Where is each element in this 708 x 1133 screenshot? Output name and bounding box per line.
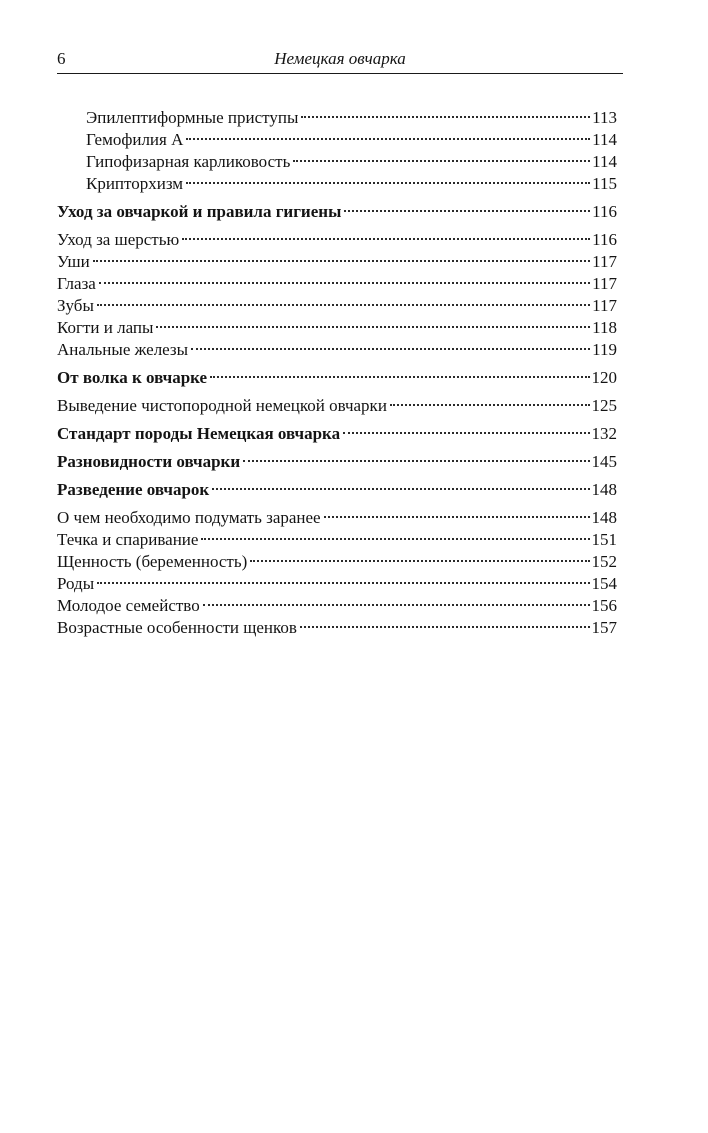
toc-dot-leader [250, 545, 589, 567]
toc-entry-page: 148 [591, 480, 617, 499]
toc-entry-title: Эпилептиформные приступы [86, 108, 299, 127]
toc-entry-page: 156 [591, 596, 617, 615]
toc-dot-leader [93, 245, 590, 267]
toc-dot-leader [344, 195, 590, 217]
toc-entry-page: 152 [591, 552, 617, 571]
toc-entry [57, 389, 617, 415]
toc-entry-page: 113 [592, 108, 617, 127]
toc-entry-title: Уход за шерстью [57, 230, 180, 249]
toc-entry-page: 117 [592, 296, 617, 315]
toc-entry [57, 417, 617, 443]
toc-entry-title: О чем необходимо подумать заранее [57, 508, 321, 527]
toc-entry-title: От волка к овчарке [57, 368, 208, 387]
toc-dot-leader [210, 361, 589, 383]
header-rule [57, 73, 623, 74]
running-title: Немецкая овчарка [274, 49, 406, 68]
toc-entry-page: 157 [591, 618, 617, 637]
toc-entry-page: 117 [592, 274, 617, 293]
toc-entry-title: Гемофилия А [86, 130, 184, 149]
toc-entry-title: Щенность (беременность) [57, 552, 248, 571]
page-number: 6 [57, 49, 66, 68]
toc-dot-leader [212, 473, 589, 495]
running-head [57, 48, 623, 72]
toc-entry [57, 101, 617, 127]
toc-entry-title: Разновидности овчарки [57, 452, 241, 471]
toc-dot-leader [243, 445, 589, 467]
toc-dot-leader [201, 523, 589, 545]
toc-entry-title: Зубы [57, 296, 94, 315]
toc-entry [57, 311, 617, 337]
toc-dot-leader [156, 311, 590, 333]
toc-entry-title: Уши [57, 252, 90, 271]
toc-entry [57, 361, 617, 387]
toc-entry-title: Стандарт породы Немецкая овчарка [57, 424, 341, 443]
toc-entry-title: Возрастные особенности щенков [57, 618, 297, 637]
toc-entry-title: Когти и лапы [57, 318, 154, 337]
toc-entry-page: 119 [592, 340, 617, 359]
toc-entry [57, 445, 617, 471]
toc-dot-leader [300, 611, 590, 633]
toc-entry-page: 125 [591, 396, 617, 415]
toc-entry-title: Крипторхизм [86, 174, 184, 193]
toc-entry [57, 589, 617, 615]
toc-entry-title: Гипофизарная карликовость [86, 152, 291, 171]
toc-entry-page: 115 [592, 174, 617, 193]
toc-entry-title: Роды [57, 574, 95, 593]
toc-entry-page: 114 [592, 130, 617, 149]
toc-dot-leader [293, 145, 590, 167]
toc-dot-leader [324, 501, 590, 523]
toc-entry-page: 118 [592, 318, 617, 337]
toc-entry-page: 117 [592, 252, 617, 271]
toc-entry-title: Течка и спаривание [57, 530, 199, 549]
toc-dot-leader [203, 589, 590, 611]
toc-entry-page: 132 [591, 424, 617, 443]
toc-entry-page: 116 [592, 202, 617, 221]
toc-entry [57, 245, 617, 271]
toc-entry [57, 501, 617, 527]
toc-dot-leader [186, 123, 590, 145]
toc-entry-page: 151 [591, 530, 617, 549]
table-of-contents [57, 101, 617, 637]
toc-dot-leader [390, 389, 590, 411]
toc-entry [57, 289, 617, 315]
toc-entry [57, 267, 617, 293]
toc-entry-title: Выведение чистопородной немецкой овчарки [57, 396, 387, 415]
toc-dot-leader [99, 267, 590, 289]
toc-dot-leader [97, 289, 590, 311]
toc-entry-title: Молодое семейство [57, 596, 200, 615]
toc-dot-leader [97, 567, 589, 589]
toc-entry-page: 148 [591, 508, 617, 527]
toc-entry-page: 116 [592, 230, 617, 249]
toc-entry-page: 114 [592, 152, 617, 171]
toc-dot-leader [186, 167, 590, 189]
toc-dot-leader [191, 333, 590, 355]
toc-dot-leader [301, 101, 590, 123]
toc-entry-title: Глаза [57, 274, 96, 293]
toc-entry [57, 567, 617, 593]
toc-entry [57, 223, 617, 249]
toc-entry-page: 120 [591, 368, 617, 387]
toc-dot-leader [343, 417, 589, 439]
toc-entry-title: Анальные железы [57, 340, 189, 359]
toc-entry-page: 145 [591, 452, 617, 471]
toc-entry-title: Уход за овчаркой и правила гигиены [57, 202, 342, 221]
toc-entry [57, 473, 617, 499]
toc-entry-page: 154 [591, 574, 617, 593]
toc-entry-title: Разведение овчарок [57, 480, 210, 499]
toc-entry [57, 195, 617, 221]
toc-dot-leader [182, 223, 590, 245]
